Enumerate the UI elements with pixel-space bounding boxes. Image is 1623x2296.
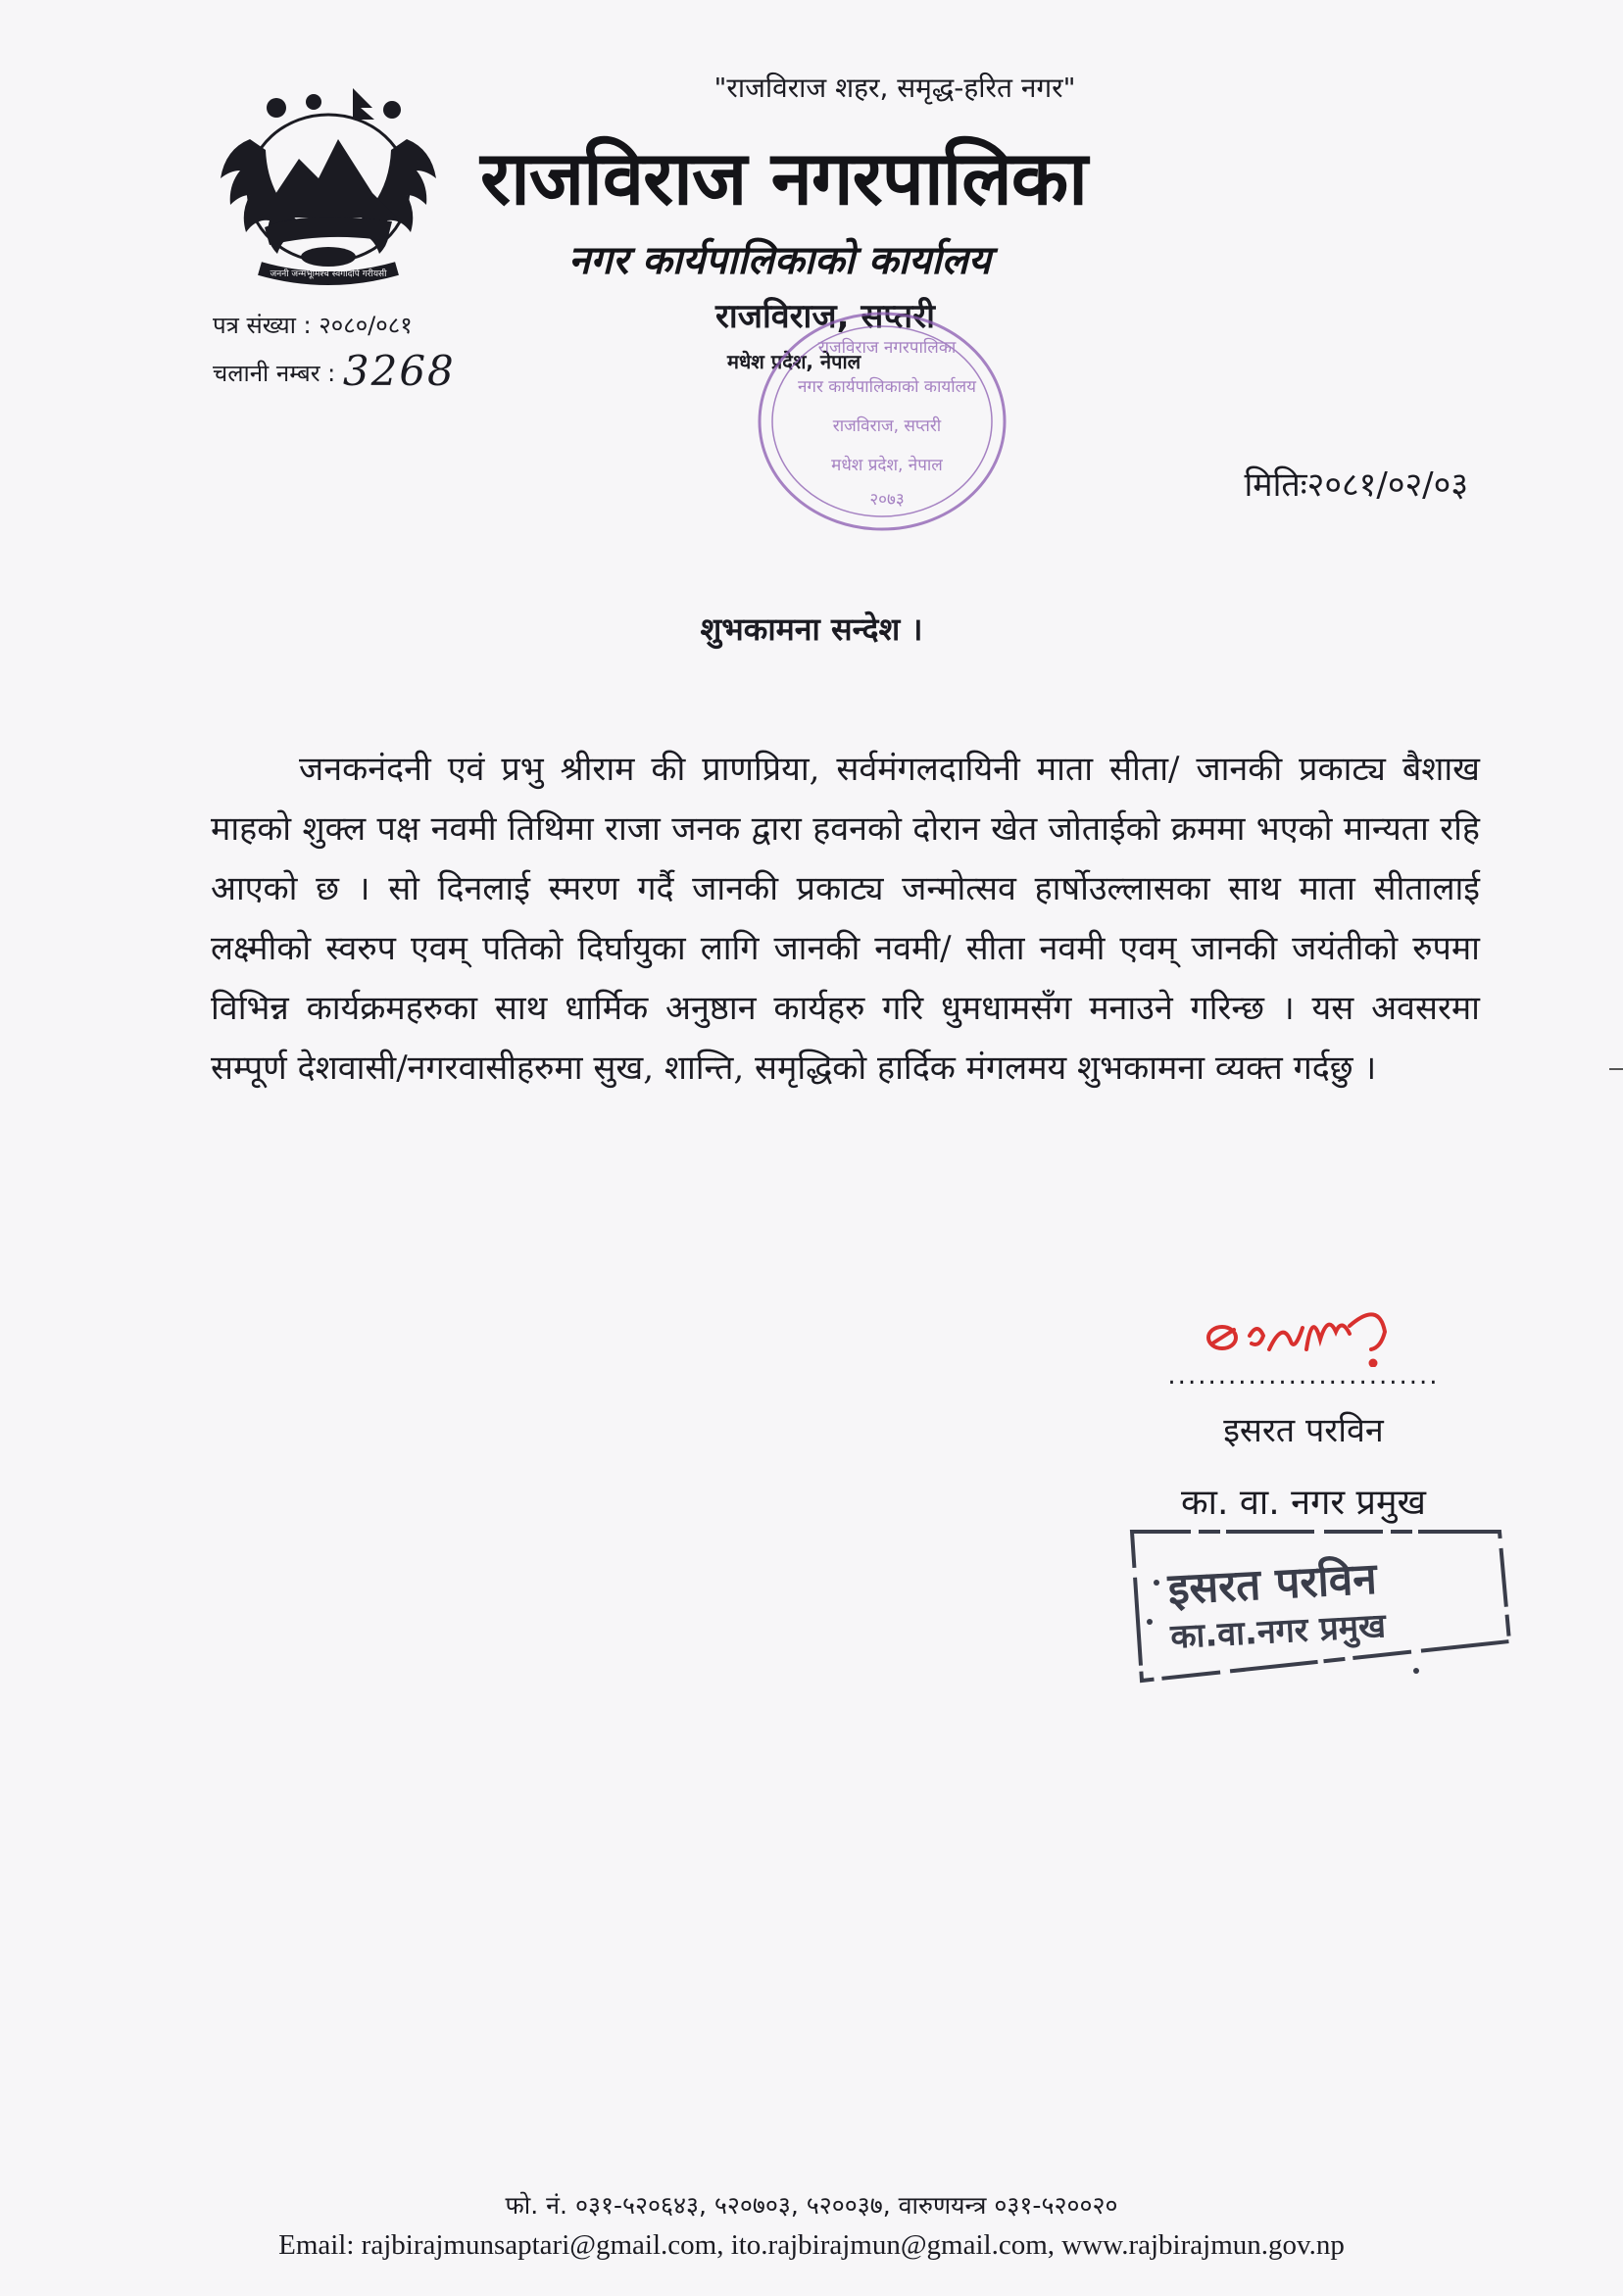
- footer-phone: फो. नं. ०३१-५२०६४३, ५२०७०३, ५२००३७, वारुणयन्त्र ०३१-५२००२०: [505, 2191, 1118, 2220]
- seal-line-5: २०७३: [869, 490, 905, 510]
- emblem-caption: जननी जन्मभूमिश्च स्वर्गादपि गरीयसी: [270, 269, 387, 279]
- seal-line-4: मधेश प्रदेश, नेपाल: [831, 456, 943, 475]
- nepal-emblem-icon: [206, 80, 451, 291]
- letter-number-label: पत्र संख्या :: [213, 312, 312, 339]
- scan-edge-mark: [1609, 1068, 1623, 1070]
- signatory-designation: का. वा. नगर प्रमुख: [1181, 1483, 1426, 1523]
- slogan: "राजविराज शहर, समृद्ध-हरित नगर": [713, 72, 1076, 104]
- municipality-title: राजविराज नगरपालिका: [480, 134, 1087, 221]
- dispatch-number-label: चलानी नम्बर :: [213, 360, 336, 387]
- letter-number-value: २०८०/०८१: [319, 312, 413, 339]
- signature-block: [1117, 1298, 1490, 1525]
- seal-line-1: राजविराज नगरपालिका: [817, 338, 957, 358]
- message-body: जनकनंदनी एवं प्रभु श्रीराम की प्राणप्रिया, सर्वमंगलदायिनी माता सीता/ जानकी प्रकाट्य बैशाख माहको शुक्ल पक्ष नवमी तिथिमा राजा जनक द्वारा हवनको दोरान खेत जोताईको क्रममा भएको मान्यता रहि आएको छ । सो दिनलाई स्मरण गर्दै जानकी प्रकाट्य जन्मोत्सव हार्षोउल्लासका साथ माता सीतालाई लक्ष्मीको स्वरुप एवम् पतिको दिर्घायुका लागि जानकी नवमी/ सीता नवमी एवम् जानकी जयंतीको रुपमा विभिन्न कार्यक्रमहरुका साथ धार्मिक अनुष्ठान कार्यहरु गरि धुमधामसँग मनाउने गरिन्छ । यस अवसरमा सम्पूर्ण देशवासी/नगरवासीहरुमा सुख, शान्ति, समृद्धिको हार्दिक मंगलमय शुभकामना व्यक्त गर्दछु ।: [211, 750, 1480, 1088]
- dispatch-number-handwritten: 3268: [342, 347, 456, 395]
- seal-line-2: नगर कार्यपालिकाको कार्यालय: [797, 377, 977, 397]
- office-seal-icon: [740, 304, 1024, 539]
- name-stamp: [1112, 1514, 1529, 1700]
- footer-contact: Email: rajbirajmunsaptari@gmail.com, ito.rajbirajmun@gmail.com, www.rajbirajmun.gov.np: [278, 2229, 1345, 2261]
- subject-heading: शुभकामना सन्देश ।: [700, 611, 923, 648]
- signature-line: ...........................: [1167, 1361, 1440, 1391]
- letter-date: मितिः२०८१/०२/०३: [1244, 465, 1468, 505]
- dispatch-number: [213, 343, 456, 395]
- seal-line-3: राजविराज, सप्तरी: [832, 416, 942, 436]
- letter-number: [213, 309, 413, 341]
- office-province: मधेश प्रदेश, नेपाल: [727, 350, 861, 373]
- office-city: राजविराज, सप्तरी: [715, 297, 935, 336]
- stamp-designation: का.वा.नगर प्रमुख: [1169, 1606, 1387, 1657]
- office-name: नगर कार्यपालिकाको कार्यालय: [568, 238, 991, 283]
- signatory-name: इसरत परविन: [1223, 1411, 1384, 1450]
- signature-scrawl-icon: [1191, 1298, 1416, 1367]
- stamp-name: इसरत परविन: [1166, 1553, 1378, 1615]
